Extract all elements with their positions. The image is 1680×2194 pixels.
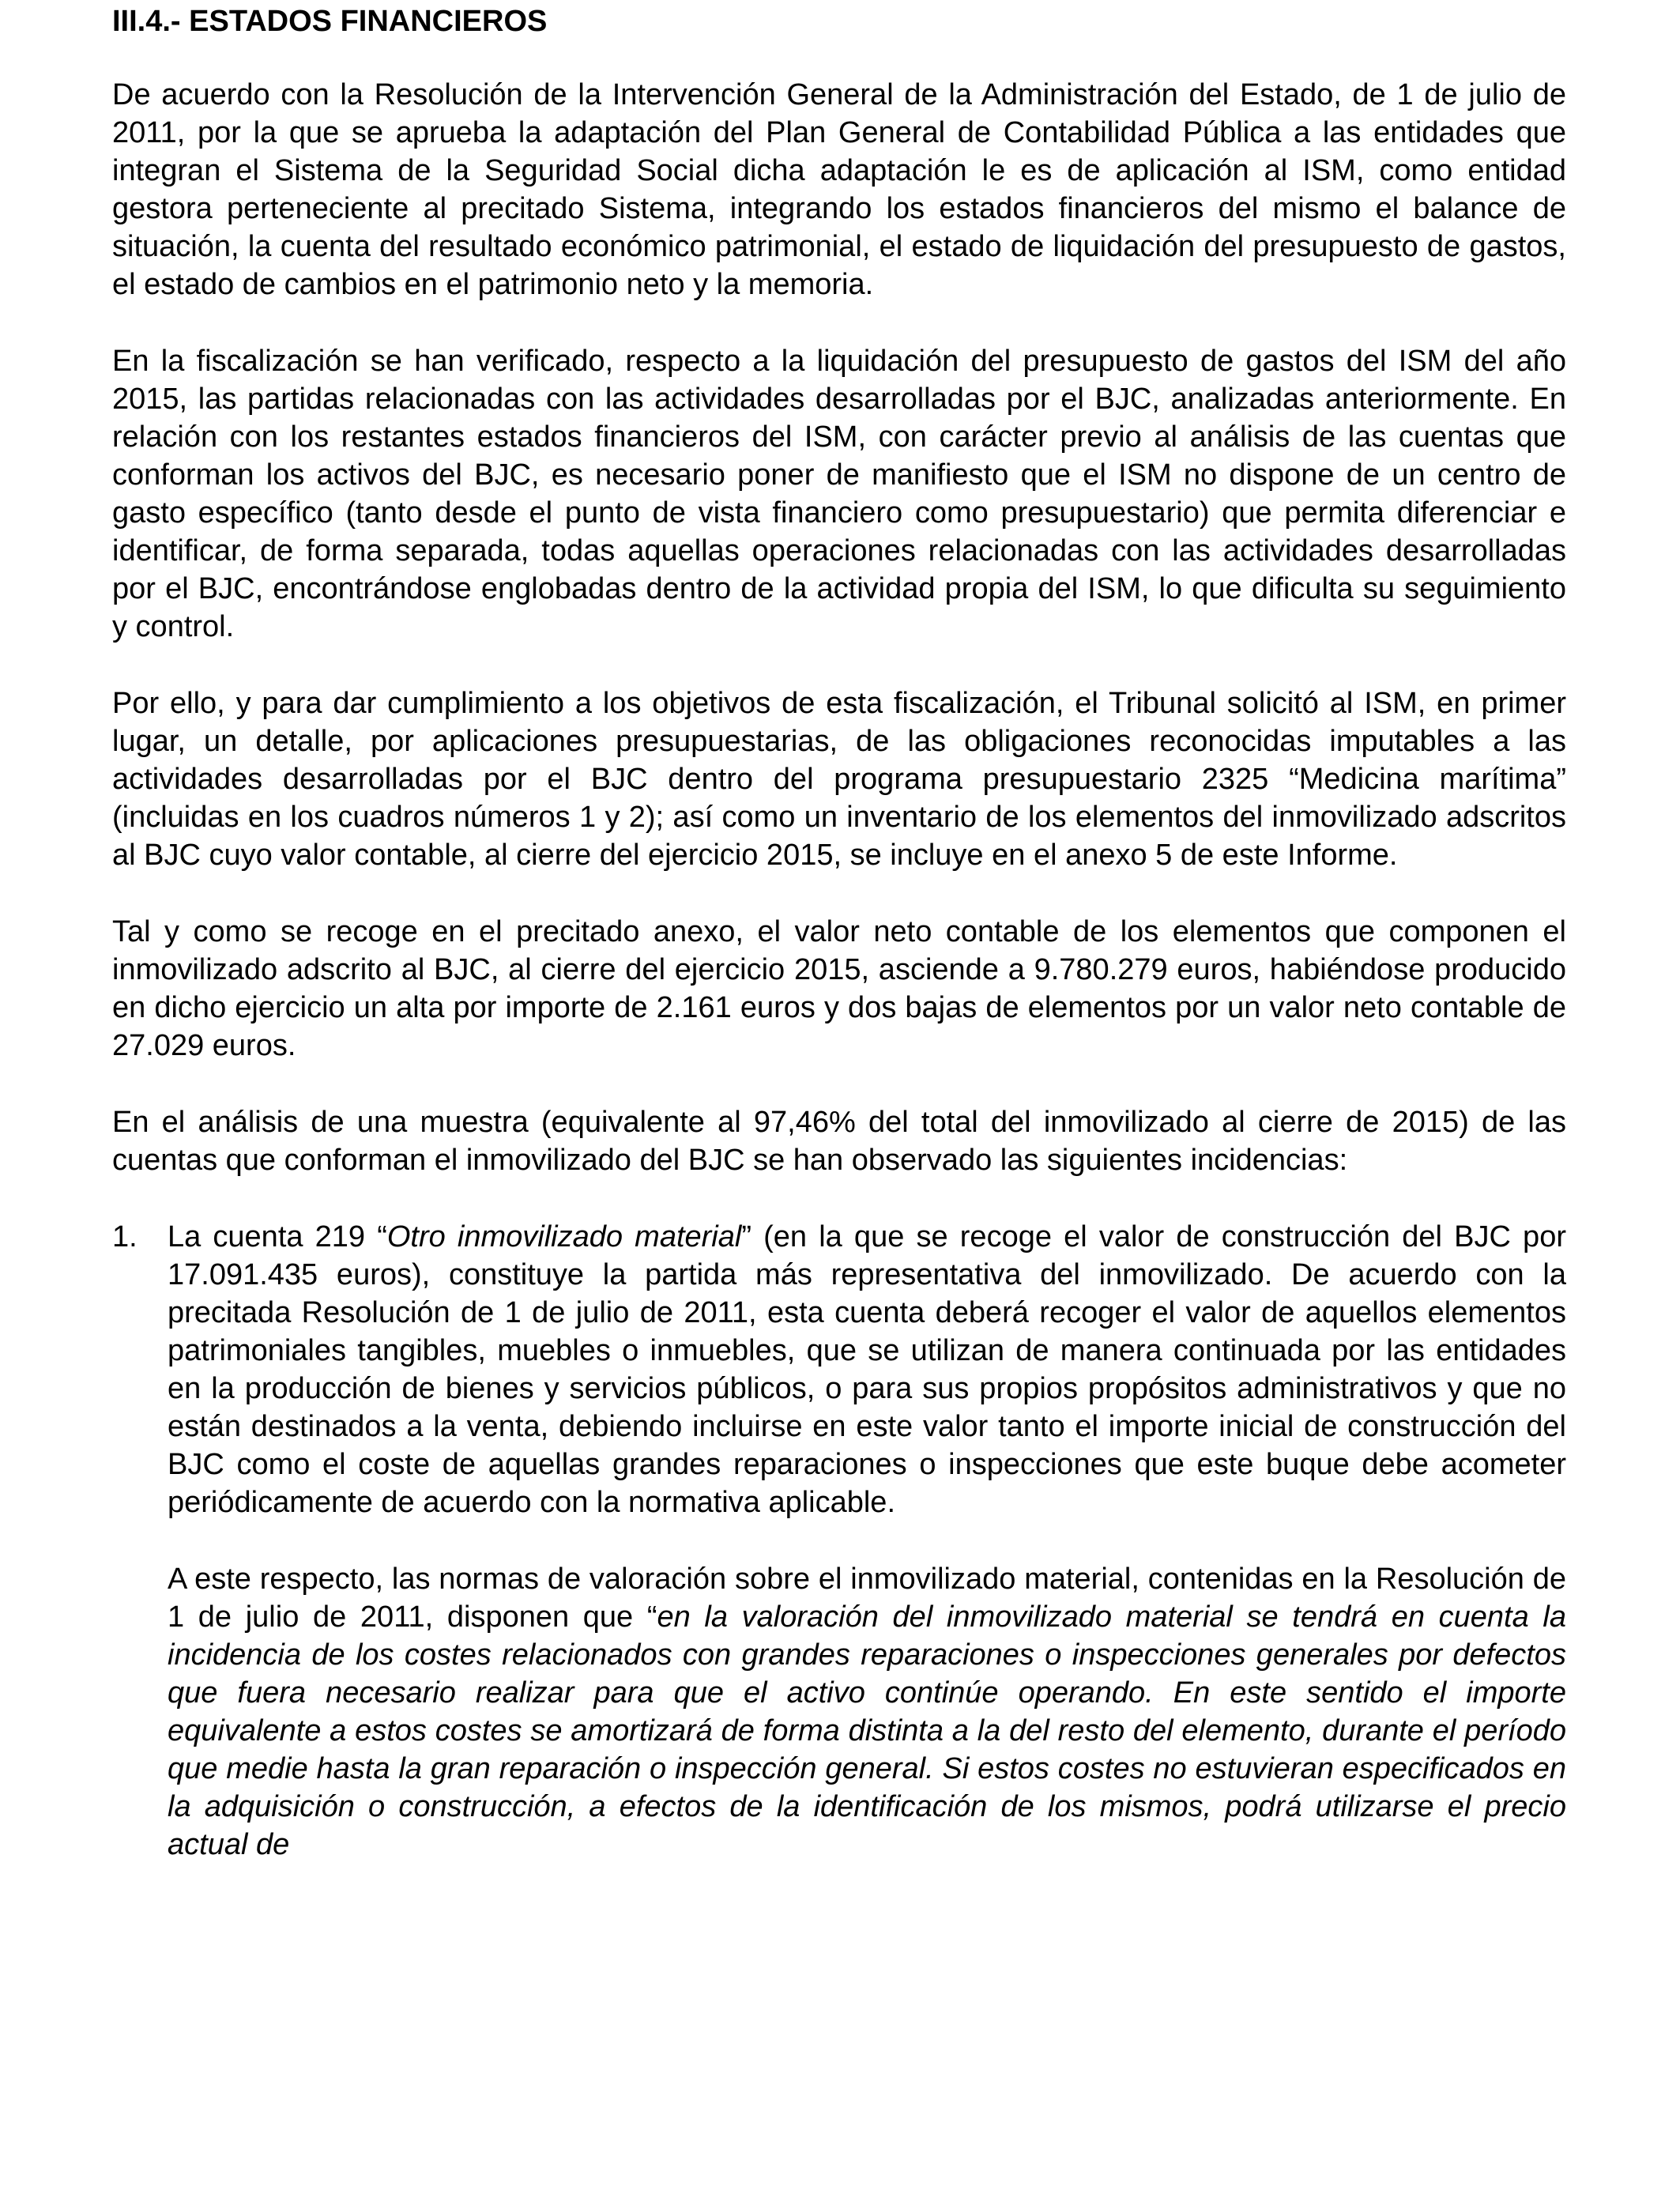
paragraph-2: En la fiscalización se han verificado, respecto a la liquidación del presupuesto de gastos del ISM del año 2015, las partidas relacionadas con las actividades desarrolladas por el BJC, analizadas anteriormente. En relación con los restantes estados financieros del ISM, con carácter previo al análisis de las cuentas que conforman los activos del BJC, es necesario poner de manifiesto que el ISM no dispone de un centro de gasto específico (tanto desde el punto de vista financiero como presupuestario) que permita diferenciar e identificar, de forma separada, todas aquellas operaciones relacionadas con las actividades desarrolladas por el BJC, encontrándose englobadas dentro de la actividad propia del ISM, lo que dificulta su seguimiento y control. (112, 345, 1566, 643)
paragraph-3: Por ello, y para dar cumplimiento a los objetivos de esta fiscalización, el Tribunal solicitó al ISM, en primer lugar, un detalle, por aplicaciones presupuestarias, de las obligaciones reconocidas imputables a las actividades desarrolladas por el BJC dentro del programa presupuestario 2325 “Medicina marítima” (incluidas en los cuadros números 1 y 2); así como un inventario de los elementos del inmovilizado adscritos al BJC cuyo valor contable, al cierre del ejercicio 2015, se incluye en el anexo 5 de este Informe. (112, 687, 1566, 872)
account-name: Otro inmovilizado material (386, 1220, 742, 1253)
paragraph-1: De acuerdo con la Resolución de la Intervención General de la Administración del Estado, de 1 de julio de 2011, por la que se aprueba la adaptación del Plan General de Contabilidad Pública a las entidades que integran el Sistema de la Seguridad Social dicha adaptación le es de aplicación al ISM, como entidad gestora perteneciente al precitado Sistema, integrando los estados financieros del mismo el balance de situación, la cuenta del resultado económico patrimonial, el estado de liquidación del presupuesto de gastos, el estado de cambios en el patrimonio neto y la memoria. (112, 78, 1566, 301)
list-item-subparagraph (168, 1560, 1566, 1864)
paragraph-5: En el análisis de una muestra (equivalente al 97,46% del total del inmovilizado al cierre de 2015) de las cuentas que conforman el inmovilizado del BJC se han observado las siguientes incidencias: (112, 1106, 1566, 1177)
list-item-number: 1. (112, 1220, 137, 1253)
list-item-text-start: La cuenta 219 “ (168, 1220, 387, 1253)
list-item-paragraph (168, 1218, 1566, 1521)
quoted-regulation: en la valoración del inmovilizado material se tendrá en cuenta la incidencia de los costes relacionados con grandes reparaciones o inspecciones generales por defectos que fuera necesario realizar para que el activo continúe operando. En este sentido el importe equivalente a estos costes se amortizará de forma distinta a la del resto del elemento, durante el período que medie hasta la gran reparación o inspección general. Si estos costes no estuvieran especificados en la adquisición o construcción, a efectos de la identificación de los mismos, podrá utilizarse el precio actual de (168, 1600, 1566, 1861)
subparagraph-text: A este respecto, las normas de valoración sobre el inmovilizado material, contenidas en la Resolución de 1 de julio de 2011, disponen que “ (168, 1563, 1566, 1634)
document-page (112, 2, 1566, 1902)
list-item (112, 1218, 1566, 1864)
paragraph-4: Tal y como se recoge en el precitado anexo, el valor neto contable de los elementos que componen el inmovilizado adscrito al BJC, al cierre del ejercicio 2015, asciende a 9.780.279 euros, habiéndose producido en dicho ejercicio un alta por importe de 2.161 euros y dos bajas de elementos por un valor neto contable de 27.029 euros. (112, 915, 1566, 1062)
list-item-text-rest: ” (en la que se recoge el valor de construcción del BJC por 17.091.435 euros), constituye la partida más representativa del inmovilizado. De acuerdo con la precitada Resolución de 1 de julio de 2011, esta cuenta deberá recoger el valor de aquellos elementos patrimoniales tangibles, muebles o inmuebles, que se utilizan de manera continuada por las entidades en la producción de bienes y servicios públicos, o para sus propios propósitos administrativos y que no están destinados a la venta, debiendo incluirse en este valor tanto el importe inicial de construcción del BJC como el coste de aquellas grandes reparaciones o inspecciones que este buque debe acometer periódicamente de acuerdo con la normativa aplicable. (168, 1220, 1566, 1519)
section-heading: III.4.- ESTADOS FINANCIEROS (112, 5, 548, 38)
incidencias-list (112, 1218, 1566, 1864)
